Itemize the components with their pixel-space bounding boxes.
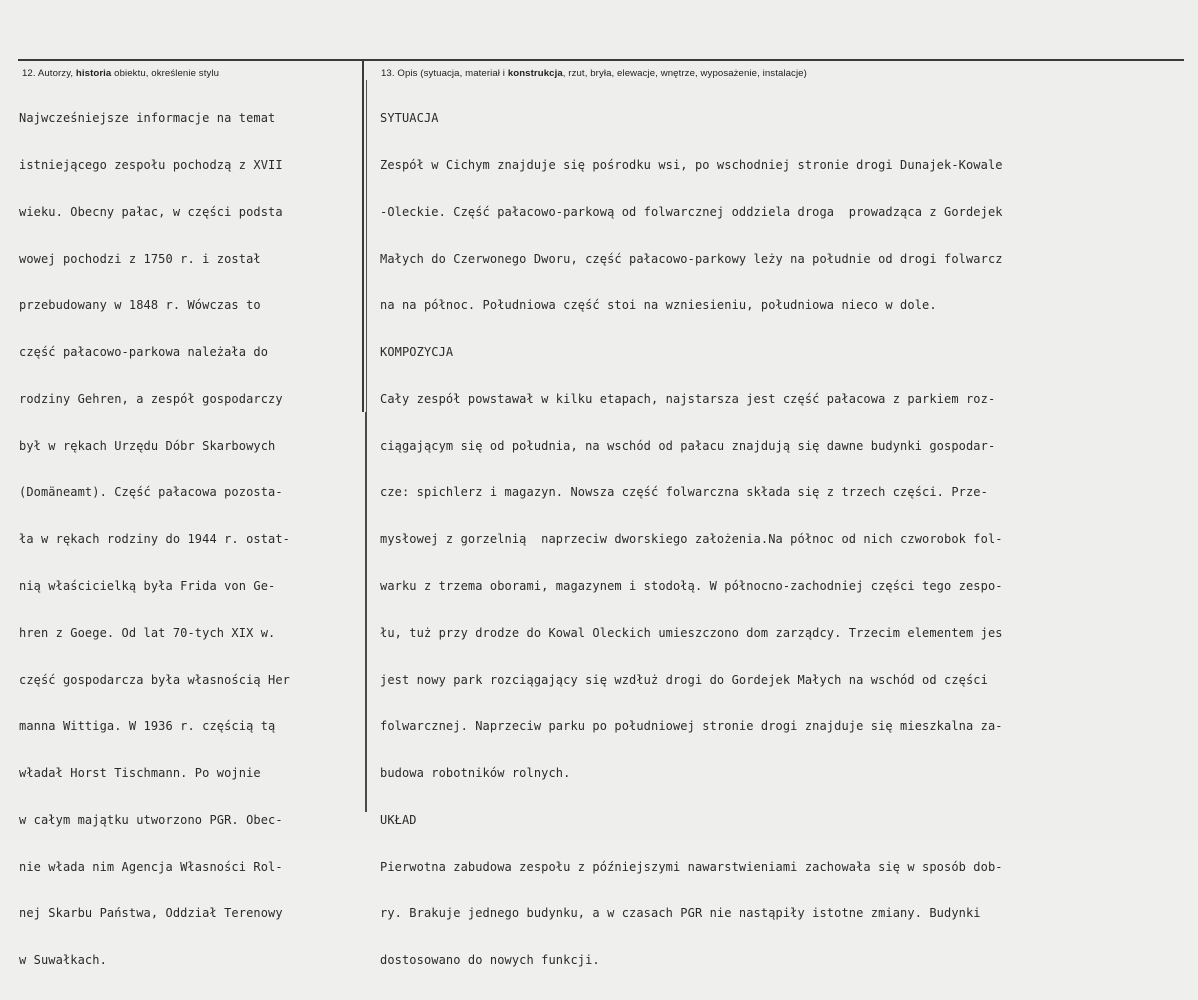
description-heading-sytuacja: SYTUACJA bbox=[380, 111, 439, 126]
description-text bbox=[380, 80, 1198, 1000]
history-line: istniejącego zespołu pochodzą z XVII bbox=[19, 157, 283, 172]
description-line: cze: spichlerz i magazyn. Nowsza część folwarczna składa się z trzech części. Prze- bbox=[380, 485, 988, 500]
history-text bbox=[19, 80, 361, 1000]
description-line: Cały zespół powstawał w kilku etapach, najstarsza jest część pałacowa z parkiem roz- bbox=[380, 391, 996, 406]
history-line: hren z Goege. Od lat 70-tych XIX w. bbox=[19, 625, 276, 640]
section-12-label-bold: historia bbox=[75, 68, 112, 79]
description-line: na na północ. Południowa część stoi na wzniesieniu, południowa nieco w dole. bbox=[380, 298, 937, 313]
history-line: część gospodarcza była własnością Her bbox=[19, 672, 291, 687]
section-13-header bbox=[381, 68, 807, 79]
section-13-label-end: , rzut, bryła, elewacje, wnętrze, wyposażenie, instalacje) bbox=[562, 68, 807, 79]
description-heading-kompozycja: KOMPOZYCJA bbox=[380, 345, 454, 360]
history-line: w Suwałkach. bbox=[19, 953, 107, 968]
history-line: nią właścicielką była Frida von Ge- bbox=[19, 579, 276, 593]
description-line: mysłowej z gorzelnią naprzeciw dworskiego założenia.Na północ od nich czworobok fol- bbox=[380, 532, 1003, 547]
description-heading-uklad: UKŁAD bbox=[380, 812, 417, 827]
column-divider-lower bbox=[365, 412, 367, 812]
section-12-label-start: Autorzy, bbox=[35, 68, 76, 79]
column-divider bbox=[362, 61, 364, 412]
history-line: nej Skarbu Państwa, Oddział Terenowy bbox=[19, 906, 283, 921]
description-line: ciągającym się od południa, na wschód od pałacu znajdują się dawne budynki gospodar- bbox=[380, 438, 996, 453]
description-line: Zespół w Cichym znajduje się pośrodku wsi, po wschodniej stronie drogi Dunajek-Kowale bbox=[380, 157, 1003, 172]
history-line: w całym majątku utworzono PGR. Obec- bbox=[19, 812, 283, 827]
description-line: Pierwotna zabudowa zespołu z późniejszymi nawarstwieniami zachowała się w sposób dob- bbox=[380, 859, 1003, 874]
description-line: budowa robotników rolnych. bbox=[380, 766, 571, 781]
section-13-number: 13. bbox=[381, 68, 395, 79]
section-13-label-start: Opis (sytuacja, materiał i bbox=[394, 68, 508, 79]
section-12-number: 12. bbox=[22, 68, 36, 79]
description-line: Małych do Czerwonego Dworu, część pałacowo-parkowy leży na południe od drogi folwarcz bbox=[380, 251, 1003, 266]
history-line: część pałacowo-parkowa należała do bbox=[19, 345, 269, 360]
history-line: wowej pochodzi z 1750 r. i został bbox=[19, 251, 261, 266]
history-line: ła w rękach rodziny do 1944 r. ostat- bbox=[19, 532, 291, 547]
history-line: rodziny Gehren, a zespół gospodarczy bbox=[19, 391, 283, 406]
history-line: (Domäneamt). Część pałacowa pozosta- bbox=[19, 485, 283, 500]
description-line: łu, tuż przy drodze do Kowal Oleckich umieszczono dom zarządcy. Trzecim elementem jes bbox=[380, 625, 1003, 640]
description-line: folwarcznej. Naprzeciw parku po południowej stronie drogi znajduje się mieszkalna za- bbox=[380, 719, 1003, 734]
history-line: manna Wittiga. W 1936 r. częścią tą bbox=[19, 719, 276, 734]
form-header-rule bbox=[18, 59, 1184, 61]
history-line: przebudowany w 1848 r. Wówczas to bbox=[19, 298, 261, 313]
section-12-header bbox=[22, 68, 219, 79]
history-line: władał Horst Tischmann. Po wojnie bbox=[19, 766, 261, 781]
description-line: ry. Brakuje jednego budynku, a w czasach PGR nie nastąpiły istotne zmiany. Budynki bbox=[380, 906, 981, 921]
section-13-label-bold: konstrukcja bbox=[507, 68, 563, 79]
description-line: warku z trzema oborami, magazynem i stodołą. W północno-zachodniej części tego zespo- bbox=[380, 579, 1003, 593]
history-line: był w rękach Urzędu Dóbr Skarbowych bbox=[19, 438, 276, 453]
typed-column-rule bbox=[366, 80, 367, 412]
description-line: dostosowano do nowych funkcji. bbox=[380, 953, 600, 968]
history-line: nie włada nim Agencja Własności Rol- bbox=[19, 859, 283, 874]
history-line: wieku. Obecny pałac, w części podsta bbox=[19, 204, 283, 219]
description-line: -Oleckie. Część pałacowo-parkową od folwarcznej oddziela droga prowadząca z Gordejek bbox=[380, 204, 1003, 219]
description-line: jest nowy park rozciągający się wzdłuż drogi do Gordejek Małych na wschód od części bbox=[380, 672, 988, 687]
section-12-label-end: obiektu, określenie stylu bbox=[111, 68, 220, 79]
history-line: Najwcześniejsze informacje na temat bbox=[19, 111, 276, 126]
